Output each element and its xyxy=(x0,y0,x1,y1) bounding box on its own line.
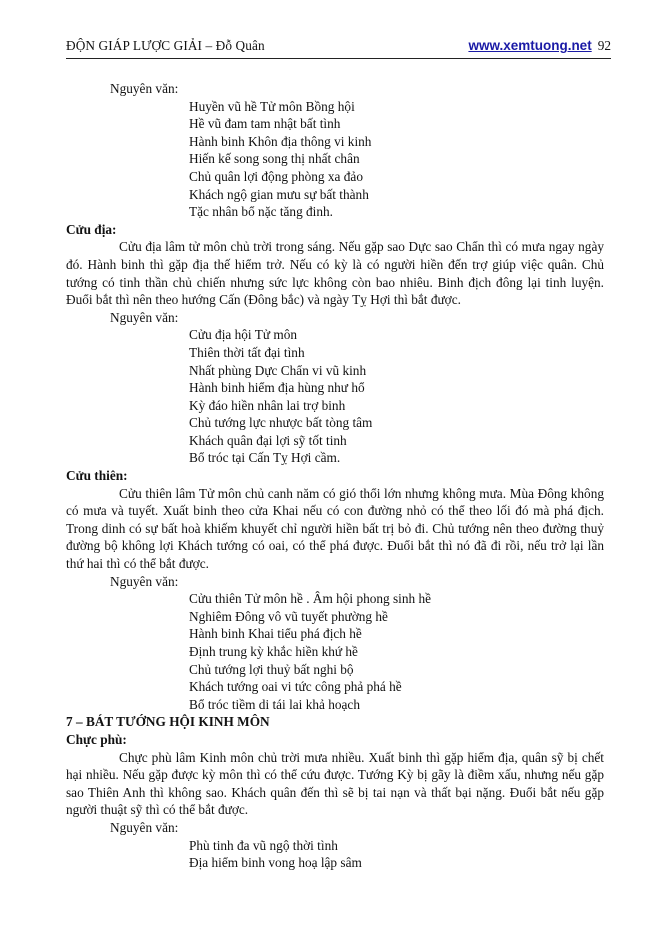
site-link[interactable]: www.xemtuong.net xyxy=(468,38,592,53)
verse-line: Tặc nhân bổ nặc tăng đinh. xyxy=(189,204,333,220)
verse-line: Khách tướng oai vi tức công phả phá hề xyxy=(189,679,402,695)
verse-line: Chủ quân lợi động phòng xa đảo xyxy=(189,168,363,184)
verse-line: Kỳ đáo hiền nhân lai trợ binh xyxy=(189,397,346,413)
verse-line: Cửu địa hội Tử môn xyxy=(189,327,297,343)
paragraph-cuu-dia: Cửu địa lâm tử môn chủ trời trong sáng. Nếu gặp sao Dực sao Chẩn thì có mưa ngay ngày đó. Hành binh thì gặp địa thế hiểm trở. Nếu có kỳ là có người hiền đến trợ giúp việc quân. Chủ tướng có tinh thần chủ chiến nhưng sức lực không còn bao nhiêu. Binh địch đông lại tinh luyện. Đuổi bắt thì nên theo hướng Cấn (Đông bắc) và ngày Tỵ Hợi thì bắt được. xyxy=(66,239,604,308)
original-text-label: Nguyên văn: xyxy=(110,81,179,96)
section-heading-7: 7 – BÁT TƯỚNG HỘI KINH MÔN xyxy=(66,714,270,730)
page-header xyxy=(66,36,611,59)
verse-line: Thiên thời tất đại tình xyxy=(189,344,305,360)
section-heading-cuu-dia: Cửu địa: xyxy=(66,221,117,237)
verse-line: Hiến kế song song thị nhất chân xyxy=(189,151,360,167)
verse-line: Bổ tróc tiềm di tái lai khả hoạch xyxy=(189,696,360,712)
verse-line: Huyền vũ hề Tử môn Bồng hội xyxy=(189,98,355,114)
verse-line: Khách quân đại lợi sỹ tốt tinh xyxy=(189,432,347,448)
verse-line: Hành binh Khôn địa thông vi kinh xyxy=(189,133,372,149)
page-number: 92 xyxy=(597,38,611,53)
verse-line: Hề vũ đam tam nhật bất tình xyxy=(189,116,341,132)
original-text-label: Nguyên văn: xyxy=(110,819,179,835)
verse-line: Địa hiểm binh vong hoạ lập sâm xyxy=(189,855,362,871)
subheading-chuc-phu: Chực phù: xyxy=(66,731,127,747)
verse-line: Định trung kỳ khắc hiền khứ hề xyxy=(189,644,358,659)
page-content xyxy=(66,80,604,872)
section-heading-cuu-thien: Cửu thiên: xyxy=(66,468,128,484)
verse-line: Chủ tướng lực nhược bất tòng tâm xyxy=(189,415,373,431)
original-text-label: Nguyên văn: xyxy=(110,573,179,589)
paragraph-chuc-phu: Chực phù lâm Kinh môn chủ trời mưa nhiều. Xuất binh thì gặp hiểm địa, quân sỹ bị chết hại nhiều. Nếu gặp được kỳ môn thì có thể cứu được. Tướng Kỳ bị gãy là điềm xấu, nhưng nếu gặp sao Thiên Anh thì không sao. Khách quân đến thì sẽ bị tai nạn và thất bại nặng. Đuổi bắt nếu gặp người thuật sỹ thì có thể bắt được. xyxy=(66,749,604,818)
verse-line: Khách ngộ gian mưu sự bất thành xyxy=(189,186,369,202)
original-text-label: Nguyên văn: xyxy=(110,309,179,325)
header-right xyxy=(468,38,611,54)
header-title: ĐỘN GIÁP LƯỢC GIẢI – Đỗ Quân xyxy=(66,38,265,53)
verse-line: Phù tinh đa vũ ngộ thời tình xyxy=(189,837,338,853)
verse-line: Hành binh Khai tiểu phá địch hề xyxy=(189,626,362,642)
verse-line: Cửu thiên Tử môn hề . Âm hội phong sinh hề xyxy=(189,591,432,607)
verse-line: Nghiêm Đông vô vũ tuyết phường hề xyxy=(189,608,388,624)
paragraph-cuu-thien: Cửu thiên lâm Tử môn chủ canh năm có gió thổi lớn nhưng không mưa. Mùa Đông không có mưa và tuyết. Xuất binh theo cửa Khai nếu có con đường nhỏ có thể theo lối đó mà phá địch. Trong dinh có sự bất hoà khiếm khuyết chỉ người hiền bất trị bỏ đi. Chủ tướng nên theo đường thuỷ đường bộ không lợi Khách tướng có oai, có thể phá được. Đuổi bắt thì nó đã đi rồi, nếu trở lại lần thứ hai thì có thể bắt được. xyxy=(66,485,604,572)
verse-line: Hành binh hiểm địa hùng như hổ xyxy=(189,380,365,396)
verse-line: Chủ tướng lợi thuỷ bất nghi bộ xyxy=(189,661,354,677)
verse-line: Nhất phùng Dực Chẩn vi vũ kinh xyxy=(189,362,367,378)
verse-line: Bổ tróc tại Cấn Tỵ Hợi cầm. xyxy=(189,450,341,466)
